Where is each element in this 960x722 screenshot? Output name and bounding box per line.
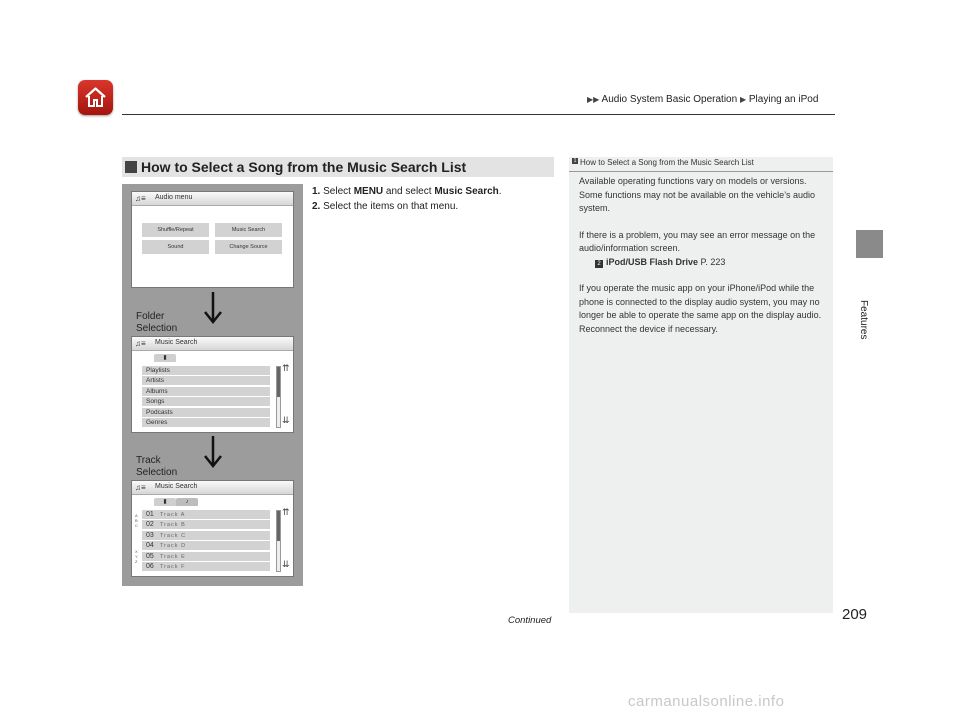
list-item[interactable]: Songs [142,397,270,406]
screen-title-bar [132,337,293,351]
note-marker-icon: 1 [573,158,577,164]
breadcrumb [587,94,818,105]
tab-strip [146,498,206,506]
sound-button[interactable]: Sound [142,240,209,254]
track-row[interactable]: 05 Track E [142,552,270,561]
music-search-screen-tracks [131,480,294,577]
continued-label: Continued [508,615,552,626]
page-up-icon[interactable]: ⇈ [282,363,290,373]
alpha-index-bottom[interactable]: X Y Z [135,549,138,564]
track-row[interactable]: 06 Track F [142,562,270,571]
list-item[interactable]: Albums [142,387,270,396]
sidebar-paragraph: Available operating functions vary on models or versions. Some functions may not be available on the vehicle’s audio system. [579,176,815,213]
list-item[interactable]: Playlists [142,366,270,375]
sidebar-heading: 1 How to Select a Song from the Music Search List [569,157,833,172]
music-note-icon: ♫≡ [135,194,146,203]
breadcrumb-arrow-icon: ▶▶ [587,95,600,104]
step-2: 2. Select the items on that menu. [312,201,459,212]
shuffle-repeat-button[interactable]: Shuffle/Repeat [142,223,209,237]
track-row[interactable]: 03 Track C [142,531,270,540]
down-arrow-icon [202,434,224,470]
music-note-icon: ♫≡ [135,483,146,492]
music-search-title: Music Search [155,483,198,490]
figure-panel [122,184,303,586]
scrollbar[interactable] [276,510,281,572]
header-rule [122,114,835,115]
music-search-title: Music Search [155,339,198,346]
folder-selection-label: Folder Selection [136,311,178,334]
cross-reference-link[interactable]: 2 iPod/USB Flash Drive P. 223 [579,256,829,270]
section-heading [122,157,554,177]
breadcrumb-arrow-icon: ▶ [739,95,747,104]
alpha-index-top[interactable]: A B C [135,513,138,528]
down-arrow-icon [202,290,224,326]
chapter-tab-marker[interactable] [856,230,883,258]
list-item[interactable]: Podcasts [142,408,270,417]
tab-folder[interactable]: ▮ [154,498,176,506]
change-source-button[interactable]: Change Source [215,240,282,254]
home-button[interactable] [78,80,113,115]
audio-menu-screen [131,191,294,288]
reference-arrow-icon: 2 [595,260,603,268]
section-title: How to Select a Song from the Music Search List [141,159,467,175]
music-search-button[interactable]: Music Search [215,223,282,237]
page-up-icon[interactable]: ⇈ [282,507,290,517]
track-row[interactable]: 02 Track B [142,520,270,529]
sidebar-body [579,175,829,349]
section-square-icon [125,161,137,173]
page-down-icon[interactable]: ⇊ [282,559,290,569]
sidebar-paragraph: If you operate the music app on your iPhone/iPod while the phone is connected to the display audio system, you may no longer be able to operate the same app on the display audio. Reconnect the device if necessary. [579,283,822,334]
tab-folder[interactable]: ▮ [154,354,176,362]
breadcrumb-link-playing-ipod[interactable]: Playing an iPod [748,94,819,105]
track-selection-label: Track Selection [136,455,178,478]
sidebar-paragraph: If there is a problem, you may see an error message on the audio/information screen. [579,229,816,253]
track-row[interactable]: 04 Track D [142,541,270,550]
page-number: 209 [842,606,868,623]
instruction-steps [312,184,502,214]
list-item[interactable]: Genres [142,418,270,427]
screen-title-bar [132,481,293,495]
step-1: 1. Select MENU and select Music Search. [312,186,502,197]
breadcrumb-link-audio-system[interactable]: Audio System Basic Operation [601,94,738,105]
watermark: carmanualsonline.info [628,693,785,710]
chapter-tab-label: Features [858,300,869,340]
screen-title-bar [132,192,293,206]
list-item[interactable]: Artists [142,376,270,385]
tab-track[interactable]: ♪ [176,498,198,506]
page-down-icon[interactable]: ⇊ [282,415,290,425]
audio-menu-title: Audio menu [155,194,193,201]
track-row[interactable]: 01 Track A [142,510,270,519]
home-icon [83,85,108,110]
scrollbar[interactable] [276,366,281,428]
music-note-icon: ♫≡ [135,339,146,348]
tab-strip [146,354,206,362]
notes-sidebar [569,157,833,613]
music-search-screen-folders [131,336,294,433]
